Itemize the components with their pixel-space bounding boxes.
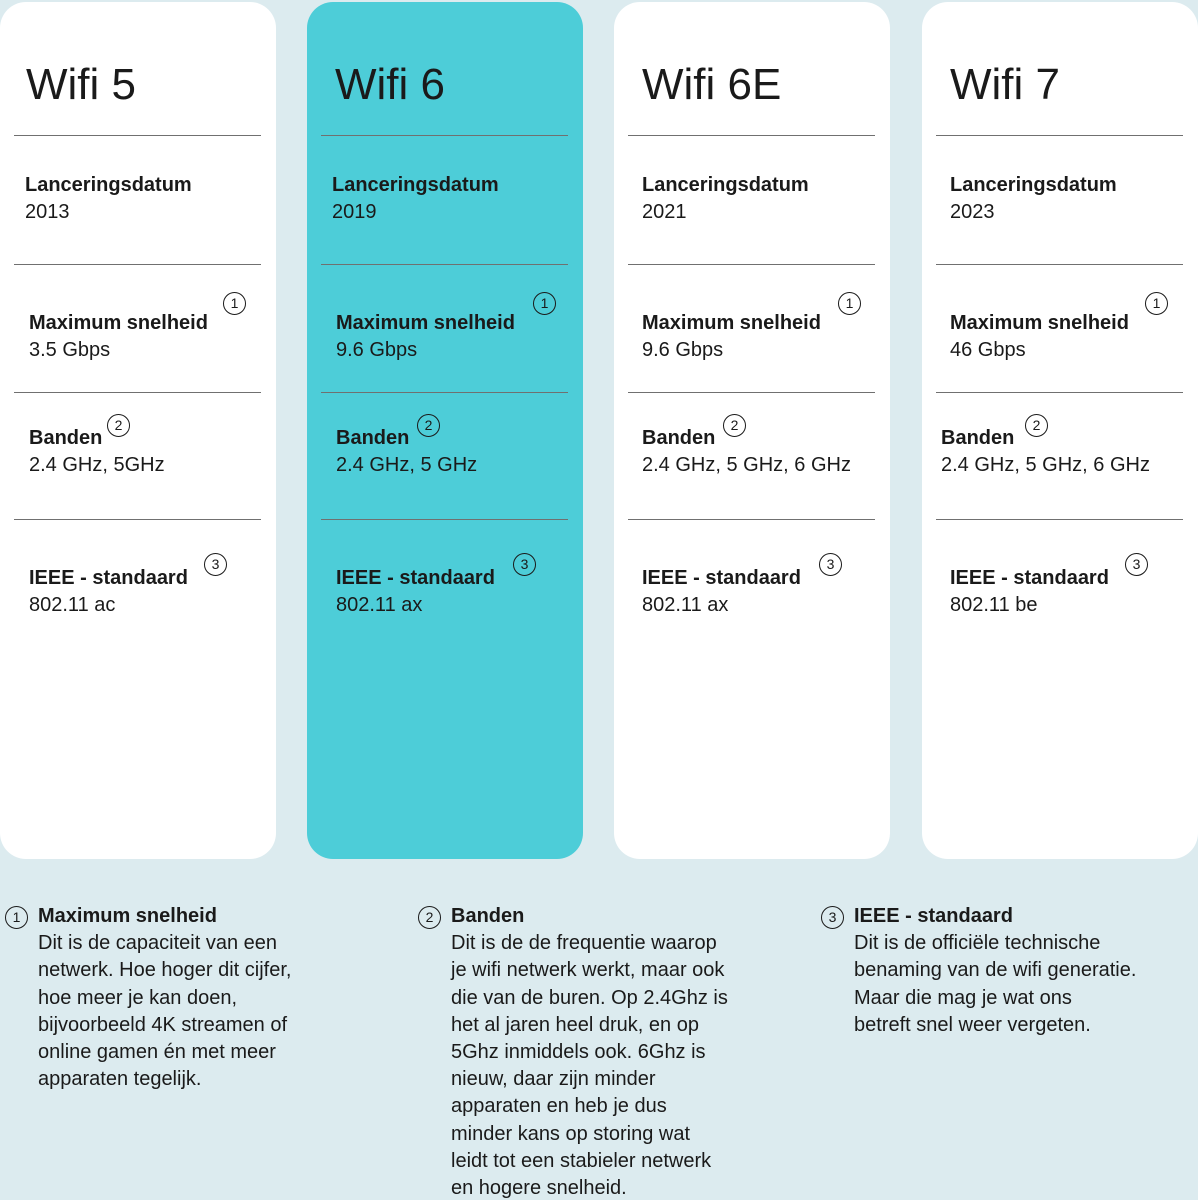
ieee-spec	[950, 565, 1109, 619]
ieee-value: 802.11 ax	[642, 594, 729, 616]
footnote-line: apparaten en heb je dus	[451, 1095, 667, 1118]
divider	[321, 392, 568, 393]
ieee-spec	[336, 565, 495, 619]
ieee-spec	[642, 565, 801, 619]
speed-value: 9.6 Gbps	[336, 339, 418, 361]
launch-value: 2013	[25, 201, 70, 223]
speed-value: 3.5 Gbps	[29, 339, 111, 361]
bands-value: 2.4 GHz, 5GHz	[29, 454, 165, 476]
footnote-marker-2: 2	[107, 414, 130, 437]
footnote-line: nieuw, daar zijn minder	[451, 1068, 656, 1091]
divider	[14, 519, 261, 520]
ieee-value: 802.11 ac	[29, 594, 116, 616]
footnote-line: bijvoorbeeld 4K streamen of	[38, 1013, 288, 1036]
card-title: Wifi 6	[335, 60, 445, 109]
card-title: Wifi 5	[26, 60, 136, 109]
card-wifi-6	[307, 2, 583, 859]
footnote-line: hoe meer je kan doen,	[38, 986, 238, 1009]
footnote-marker-2: 2	[723, 414, 746, 437]
footnote-body	[854, 930, 1196, 1039]
ieee-label: IEEE - standaard	[950, 567, 1109, 589]
launch-value: 2021	[642, 201, 687, 223]
speed-spec	[336, 310, 515, 364]
footnote-title: Maximum snelheid	[38, 905, 217, 927]
footnote-marker-3: 3	[1125, 553, 1148, 576]
divider	[628, 264, 875, 265]
launch-spec	[25, 172, 192, 226]
footnote-marker-1: 1	[838, 292, 861, 315]
divider	[628, 392, 875, 393]
ieee-value: 802.11 be	[950, 594, 1038, 616]
divider	[14, 135, 261, 136]
footnote-line: je wifi netwerk werkt, maar ook	[451, 959, 725, 982]
footnote-line: Dit is de capaciteit van een	[38, 932, 278, 955]
launch-spec	[950, 172, 1117, 226]
footnote-bands	[418, 903, 798, 1200]
footnote-marker-3: 3	[819, 553, 842, 576]
footnote-title: Banden	[451, 905, 525, 927]
footnote-body	[38, 930, 365, 1093]
speed-spec	[950, 310, 1129, 364]
divider	[936, 519, 1183, 520]
launch-spec	[332, 172, 499, 226]
bands-spec	[642, 425, 851, 479]
ieee-value: 802.11 ax	[336, 594, 423, 616]
launch-label: Lanceringsdatum	[642, 174, 809, 196]
divider	[321, 135, 568, 136]
speed-spec	[642, 310, 821, 364]
footnote-max-speed	[5, 903, 365, 1093]
speed-label: Maximum snelheid	[950, 312, 1129, 334]
bands-label: Banden	[29, 427, 103, 449]
footnote-line: leidt tot een stabieler netwerk	[451, 1149, 712, 1172]
launch-label: Lanceringsdatum	[332, 174, 499, 196]
bands-label: Banden	[941, 427, 1015, 449]
footnote-line: en hogere snelheid.	[451, 1177, 627, 1200]
bands-label: Banden	[642, 427, 716, 449]
card-wifi-7	[922, 2, 1198, 859]
speed-value: 9.6 Gbps	[642, 339, 724, 361]
card-title: Wifi 7	[950, 60, 1060, 109]
bands-spec	[941, 425, 1150, 479]
launch-label: Lanceringsdatum	[25, 174, 192, 196]
footnote-marker-2: 2	[417, 414, 440, 437]
speed-label: Maximum snelheid	[642, 312, 821, 334]
speed-spec	[29, 310, 208, 364]
bands-label: Banden	[336, 427, 410, 449]
speed-label: Maximum snelheid	[29, 312, 208, 334]
divider	[936, 392, 1183, 393]
footnote-marker-3: 3	[513, 553, 536, 576]
footnote-number: 2	[418, 906, 441, 929]
divider	[936, 135, 1183, 136]
divider	[14, 264, 261, 265]
footnote-ieee	[821, 903, 1196, 1039]
card-wifi-5	[0, 2, 276, 859]
divider	[628, 135, 875, 136]
footnote-line: betreft snel weer vergeten.	[854, 1013, 1091, 1036]
divider	[321, 519, 568, 520]
launch-value: 2023	[950, 201, 995, 223]
footnote-line: Dit is de officiële technische	[854, 932, 1101, 955]
speed-label: Maximum snelheid	[336, 312, 515, 334]
footnote-line: Maar die mag je wat ons	[854, 986, 1072, 1009]
ieee-label: IEEE - standaard	[336, 567, 495, 589]
bands-value: 2.4 GHz, 5 GHz, 6 GHz	[941, 454, 1150, 476]
footnote-number: 3	[821, 906, 844, 929]
bands-spec	[336, 425, 477, 479]
launch-spec	[642, 172, 809, 226]
footnote-line: online gamen én met meer	[38, 1041, 276, 1064]
footnote-marker-2: 2	[1025, 414, 1048, 437]
launch-label: Lanceringsdatum	[950, 174, 1117, 196]
footnote-text	[854, 903, 1196, 1039]
ieee-spec	[29, 565, 188, 619]
speed-value: 46 Gbps	[950, 339, 1026, 361]
footnote-title: IEEE - standaard	[854, 905, 1013, 927]
footnote-line: het al jaren heel druk, en op	[451, 1013, 699, 1036]
footnote-line: minder kans op storing wat	[451, 1122, 691, 1145]
footnote-body	[451, 930, 798, 1200]
bands-spec	[29, 425, 165, 479]
footnote-marker-3: 3	[204, 553, 227, 576]
divider	[628, 519, 875, 520]
divider	[936, 264, 1183, 265]
card-title: Wifi 6E	[642, 60, 782, 109]
footnote-line: netwerk. Hoe hoger dit cijfer,	[38, 959, 292, 982]
ieee-label: IEEE - standaard	[29, 567, 188, 589]
footnote-line: die van de buren. Op 2.4Ghz is	[451, 986, 728, 1009]
card-wifi-6e	[614, 2, 890, 859]
footnote-marker-1: 1	[533, 292, 556, 315]
bands-value: 2.4 GHz, 5 GHz	[336, 454, 478, 476]
bands-value: 2.4 GHz, 5 GHz, 6 GHz	[642, 454, 851, 476]
footnote-line: 5Ghz inmiddels ook. 6Ghz is	[451, 1041, 706, 1064]
footnote-line: Dit is de de frequentie waarop	[451, 932, 717, 955]
divider	[321, 264, 568, 265]
footnote-number: 1	[5, 906, 28, 929]
footnote-line: apparaten tegelijk.	[38, 1068, 202, 1091]
footnote-text	[451, 903, 798, 1200]
footnote-marker-1: 1	[223, 292, 246, 315]
footnote-line: benaming van de wifi generatie.	[854, 959, 1137, 982]
ieee-label: IEEE - standaard	[642, 567, 801, 589]
footnote-text	[38, 903, 365, 1093]
footnote-marker-1: 1	[1145, 292, 1168, 315]
launch-value: 2019	[332, 201, 377, 223]
divider	[14, 392, 261, 393]
